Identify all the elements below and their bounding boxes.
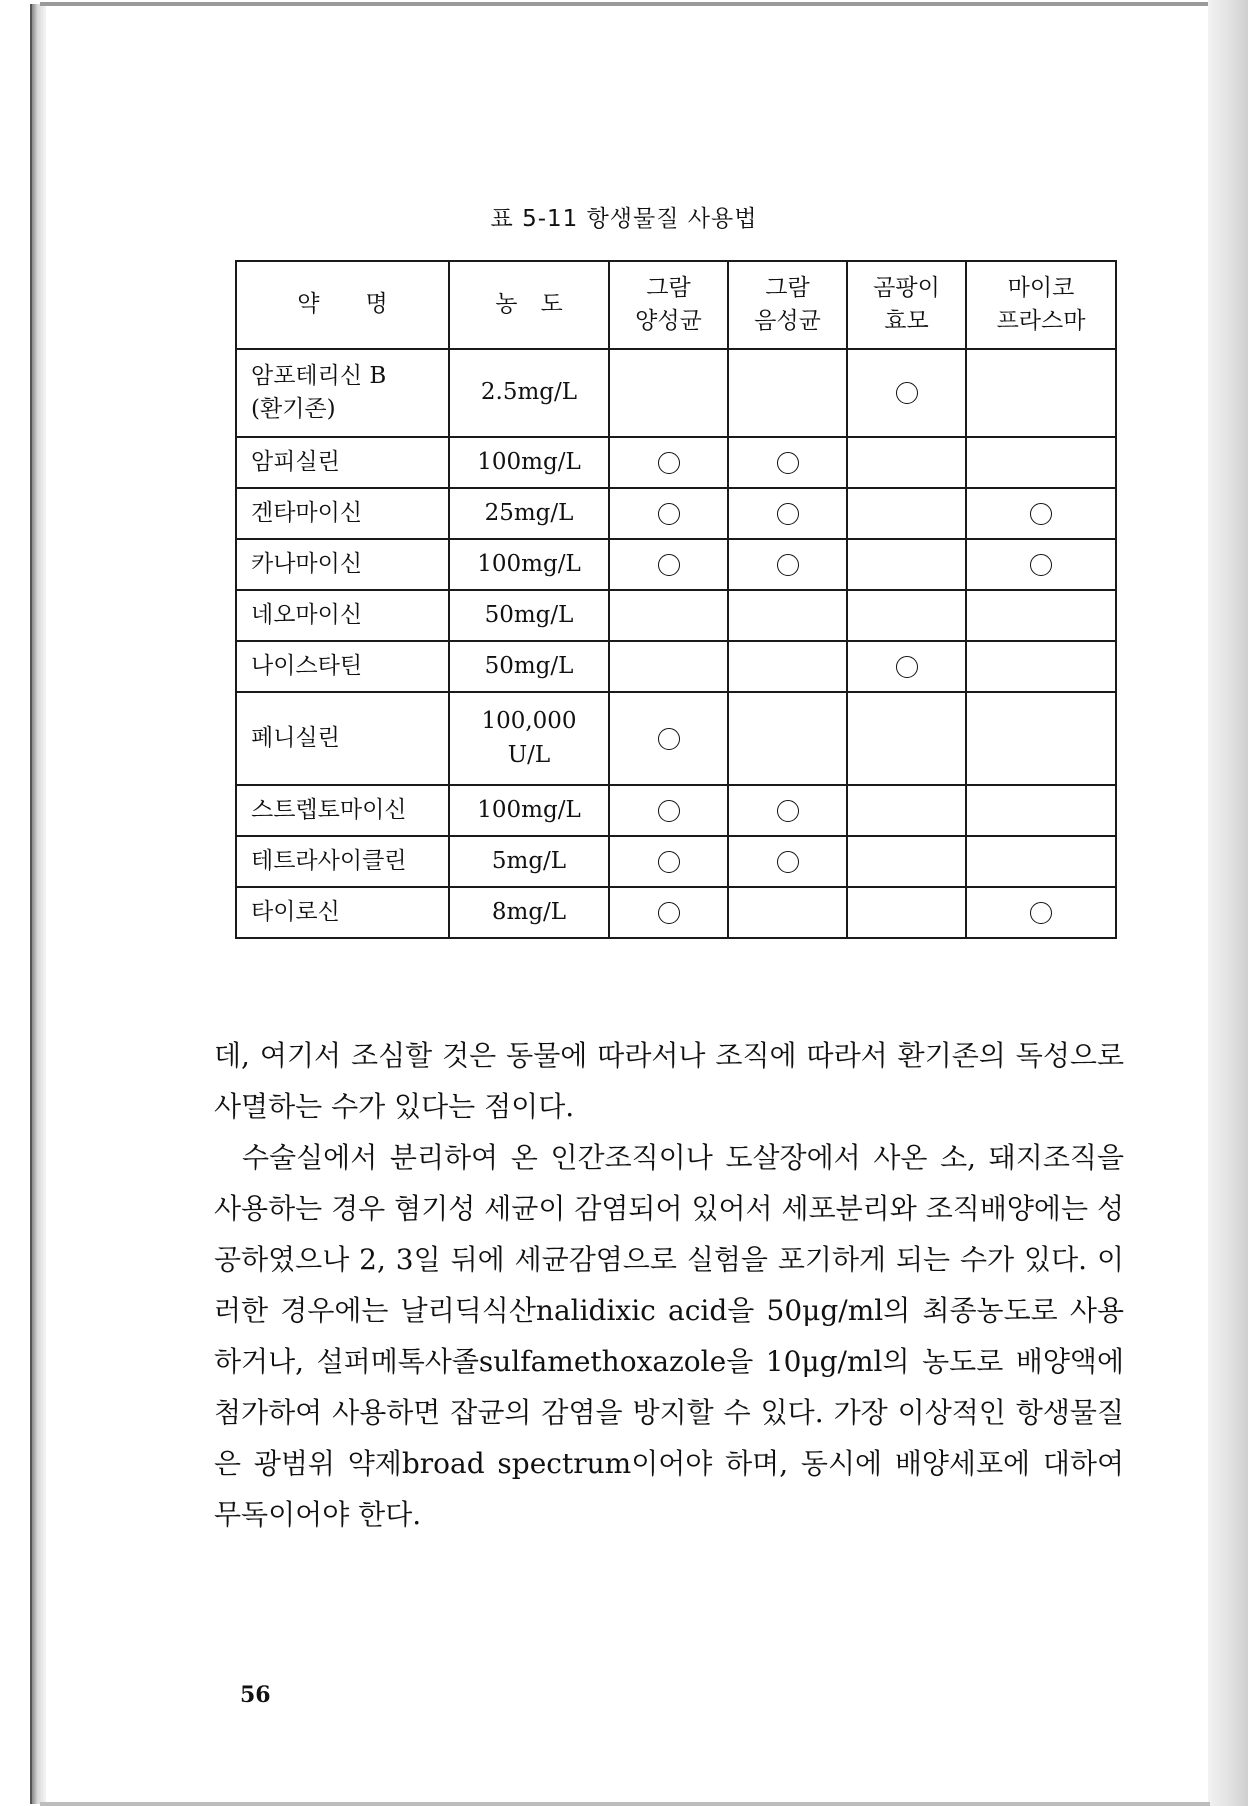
circle-mark-icon — [1030, 902, 1052, 924]
effectiveness-cell — [609, 692, 728, 785]
header-cell: 곰팡이 효모 — [847, 261, 966, 349]
page-edge-right — [1208, 0, 1248, 1806]
effectiveness-cell — [609, 539, 728, 590]
concentration-cell: 5mg/L — [449, 836, 609, 887]
effectiveness-cell — [728, 539, 847, 590]
effectiveness-cell — [966, 539, 1116, 590]
page-edge-bottom — [40, 1802, 1210, 1806]
effectiveness-cell — [609, 785, 728, 836]
concentration-cell: 25mg/L — [449, 488, 609, 539]
table-row — [236, 539, 1116, 590]
effectiveness-cell — [609, 349, 728, 437]
drug-name-cell: 암포테리신 B (환기존) — [236, 349, 449, 437]
effectiveness-cell — [847, 590, 966, 641]
circle-mark-icon — [896, 656, 918, 678]
effectiveness-cell — [728, 887, 847, 938]
table-row — [236, 590, 1116, 641]
effectiveness-cell — [847, 641, 966, 692]
effectiveness-cell — [966, 349, 1116, 437]
drug-name-cell: 나이스타틴 — [236, 641, 449, 692]
circle-mark-icon — [1030, 554, 1052, 576]
header-cell: 약 명 — [236, 261, 449, 349]
effectiveness-cell — [966, 692, 1116, 785]
table-row — [236, 836, 1116, 887]
drug-name-cell: 스트렙토마이신 — [236, 785, 449, 836]
table-body — [236, 349, 1116, 938]
circle-mark-icon — [658, 452, 680, 474]
effectiveness-cell — [966, 590, 1116, 641]
effectiveness-cell — [728, 437, 847, 488]
concentration-cell: 50mg/L — [449, 590, 609, 641]
drug-name-cell: 타이로신 — [236, 887, 449, 938]
effectiveness-cell — [847, 785, 966, 836]
effectiveness-cell — [847, 539, 966, 590]
effectiveness-cell — [728, 836, 847, 887]
circle-mark-icon — [658, 554, 680, 576]
concentration-cell: 100,000 U/L — [449, 692, 609, 785]
effectiveness-cell — [609, 887, 728, 938]
drug-name-cell: 테트라사이클린 — [236, 836, 449, 887]
effectiveness-cell — [609, 437, 728, 488]
circle-mark-icon — [658, 503, 680, 525]
effectiveness-cell — [728, 692, 847, 785]
circle-mark-icon — [777, 503, 799, 525]
effectiveness-cell — [728, 488, 847, 539]
effectiveness-cell — [847, 887, 966, 938]
concentration-cell: 2.5mg/L — [449, 349, 609, 437]
table-row — [236, 692, 1116, 785]
table-row — [236, 437, 1116, 488]
header-cell: 농 도 — [449, 261, 609, 349]
circle-mark-icon — [1030, 503, 1052, 525]
circle-mark-icon — [658, 851, 680, 873]
effectiveness-cell — [966, 836, 1116, 887]
concentration-cell: 50mg/L — [449, 641, 609, 692]
table-row — [236, 349, 1116, 437]
antibiotics-table — [235, 260, 1117, 939]
effectiveness-cell — [728, 590, 847, 641]
header-cell: 그람 음성균 — [728, 261, 847, 349]
effectiveness-cell — [847, 437, 966, 488]
page-edge-top — [40, 2, 1210, 6]
table-header-row — [236, 261, 1116, 349]
circle-mark-icon — [777, 452, 799, 474]
effectiveness-cell — [966, 785, 1116, 836]
header-cell: 마이코 프라스마 — [966, 261, 1116, 349]
circle-mark-icon — [658, 800, 680, 822]
drug-name-cell: 카나마이신 — [236, 539, 449, 590]
header-cell: 그람 양성균 — [609, 261, 728, 349]
table-row — [236, 785, 1116, 836]
effectiveness-cell — [847, 349, 966, 437]
effectiveness-cell — [728, 641, 847, 692]
effectiveness-cell — [609, 590, 728, 641]
concentration-cell: 100mg/L — [449, 539, 609, 590]
effectiveness-cell — [847, 488, 966, 539]
effectiveness-cell — [609, 488, 728, 539]
circle-mark-icon — [658, 728, 680, 750]
circle-mark-icon — [777, 851, 799, 873]
paragraph: 데, 여기서 조심할 것은 동물에 따라서나 조직에 따라서 환기존의 독성으로 사멸하는 수가 있다는 점이다. — [214, 1039, 1124, 1123]
effectiveness-cell — [966, 488, 1116, 539]
effectiveness-cell — [728, 349, 847, 437]
effectiveness-cell — [847, 692, 966, 785]
effectiveness-cell — [966, 437, 1116, 488]
effectiveness-cell — [728, 785, 847, 836]
drug-name-cell: 네오마이신 — [236, 590, 449, 641]
concentration-cell: 100mg/L — [449, 437, 609, 488]
drug-name-cell: 페니실린 — [236, 692, 449, 785]
page-number: 56 — [240, 1682, 271, 1708]
page-edge-left — [30, 4, 46, 1804]
drug-name-cell: 겐타마이신 — [236, 488, 449, 539]
circle-mark-icon — [896, 382, 918, 404]
concentration-cell: 8mg/L — [449, 887, 609, 938]
paragraph: 수술실에서 분리하여 온 인간조직이나 도살장에서 사온 소, 돼지조직을 사용하는 경우 혐기성 세균이 감염되어 있어서 세포분리와 조직배양에는 성공하였으나 2, 3일 뒤에 세균감염으로 실험을 포기하게 되는 수가 있다. 이러한 경우에는 날리딕식산nalidixic acid을 50μg/ml의 최종농도로 사용하거나, 설퍼메톡사졸sulfamethoxazole을 10μg/ml의 농도로 배양액에 첨가하여 사용하면 잡균의 감염을 방지할 수 있다. 가장 이상적인 항생물질은 광범위 약제broad spectrum이어야 하며, 동시에 배양세포에 대하여 무독이어야 한다. — [214, 1141, 1124, 1531]
drug-name-cell: 암피실린 — [236, 437, 449, 488]
body-text — [214, 1030, 1124, 1540]
effectiveness-cell — [966, 641, 1116, 692]
effectiveness-cell — [847, 836, 966, 887]
effectiveness-cell — [609, 641, 728, 692]
circle-mark-icon — [658, 902, 680, 924]
table-row — [236, 641, 1116, 692]
effectiveness-cell — [966, 887, 1116, 938]
circle-mark-icon — [777, 554, 799, 576]
concentration-cell: 100mg/L — [449, 785, 609, 836]
effectiveness-cell — [609, 836, 728, 887]
table-caption: 표 5-11 항생물질 사용법 — [490, 206, 758, 232]
table-row — [236, 488, 1116, 539]
circle-mark-icon — [777, 800, 799, 822]
table-row — [236, 887, 1116, 938]
